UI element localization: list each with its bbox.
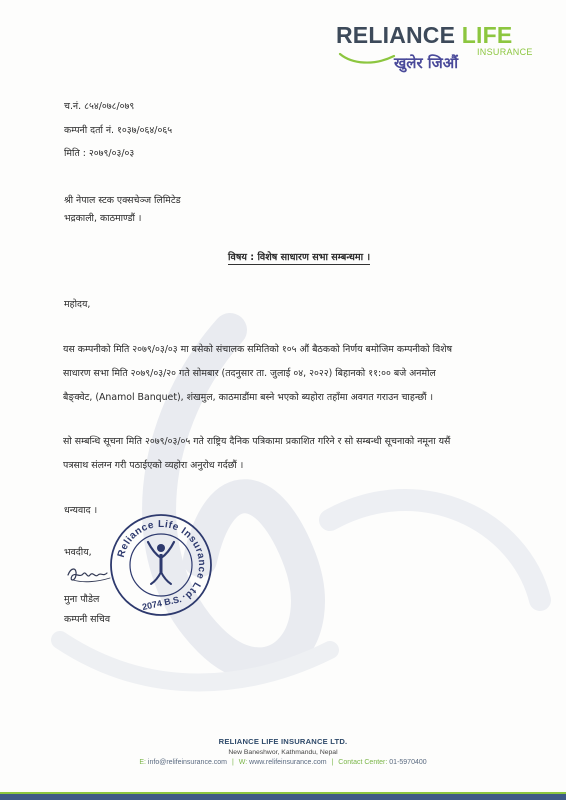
paragraph-line: सो सम्बन्धि सूचना मिति २०७९/०३/०५ गते राष्ट्रिय दैनिक पत्रिकामा प्रकाशित गरिने र सो सम्बन्धी सूचनाको नमूना यसैं [63,436,451,447]
footer-company: RELIANCE LIFE INSURANCE LTD. [218,737,348,746]
body-paragraph-1 [63,338,503,410]
reference-number: च.नं. ८५४/०७८/०७९ [64,101,135,112]
company-logo [336,22,546,78]
footer-address: New Baneshwor, Kathmandu, Nepal [228,749,338,756]
registration-number: कम्पनी दर्ता नं. १०३७/०६४/०६५ [64,125,173,136]
letter-footer [0,737,566,766]
footer-web-key: W: [238,759,248,766]
footer-email[interactable]: info@relifeinsurance.com [147,759,228,766]
footer-contact-key: Contact Center: [338,759,388,766]
footer-separator: | [331,759,334,766]
stamp-ring-text: Reliance Life Insurance Ltd. [115,518,208,604]
signatory-title: कम्पनी सचिव [64,614,111,625]
logo-name-part1: RELIANCE [336,22,456,48]
letter-date: मिति : २०७९/०३/०३ [64,148,135,159]
logo-tagline: खुलेर जिऔं [394,54,459,72]
logo-wordmark [336,22,512,49]
recipient-address: भद्रकाली, काठमाण्डौं । [64,213,142,224]
paragraph-line: यस कम्पनीको मिति २०७९/०३/०३ मा बसेको संचालक समितिको १०५ औं बैठकको निर्णय बमोजिम कम्पनीको विशेष [63,344,453,355]
signatory-name: मुना पौडेल [64,594,100,605]
handwritten-signature [65,565,113,585]
paragraph-line: साधारण सभा मिति २०७९/०३/२० गते सोमबार (तदनुसार ता. जुलाई ०४, २०२२) बिहानको ११:०० बजे अनमोल [63,368,436,379]
salutation: महोदय, [64,299,91,310]
footer-contact-number: 01-5970400 [389,759,427,766]
closing-thanks: धन्यवाद । [64,505,98,516]
footer-separator: | [231,759,234,766]
company-seal-stamp [108,512,214,618]
paragraph-line: बैङ्क्वेट, (Anamol Banquet), शंखमुल, काठमाडौंमा बस्ने भएको ब्यहोरा तहाँमा अवगत गराउन चाहन्छौं । [63,392,434,403]
footer-color-band [0,788,566,800]
signoff: भवदीय, [64,547,92,558]
stamp-year: 2074 B.S. [141,593,183,613]
footer-email-key: E: [139,759,146,766]
logo-name-part2: LIFE [461,22,513,48]
paragraph-line: पत्रसाथ संलग्न गरी पठाईएको व्यहोरा अनुरोध गर्दछौं । [63,460,244,471]
logo-swoosh-icon [336,48,398,70]
footer-contacts [0,759,566,766]
logo-subtitle: INSURANCE [477,47,533,57]
subject-line: विषय : विशेष साधारण सभा सम्बन्धमा । [228,252,371,263]
recipient-name: श्री नेपाल स्टक एक्सचेञ्ज लिमिटेड [64,195,181,206]
footer-website[interactable]: www.relifeinsurance.com [249,759,327,766]
body-paragraph-2 [63,430,503,478]
